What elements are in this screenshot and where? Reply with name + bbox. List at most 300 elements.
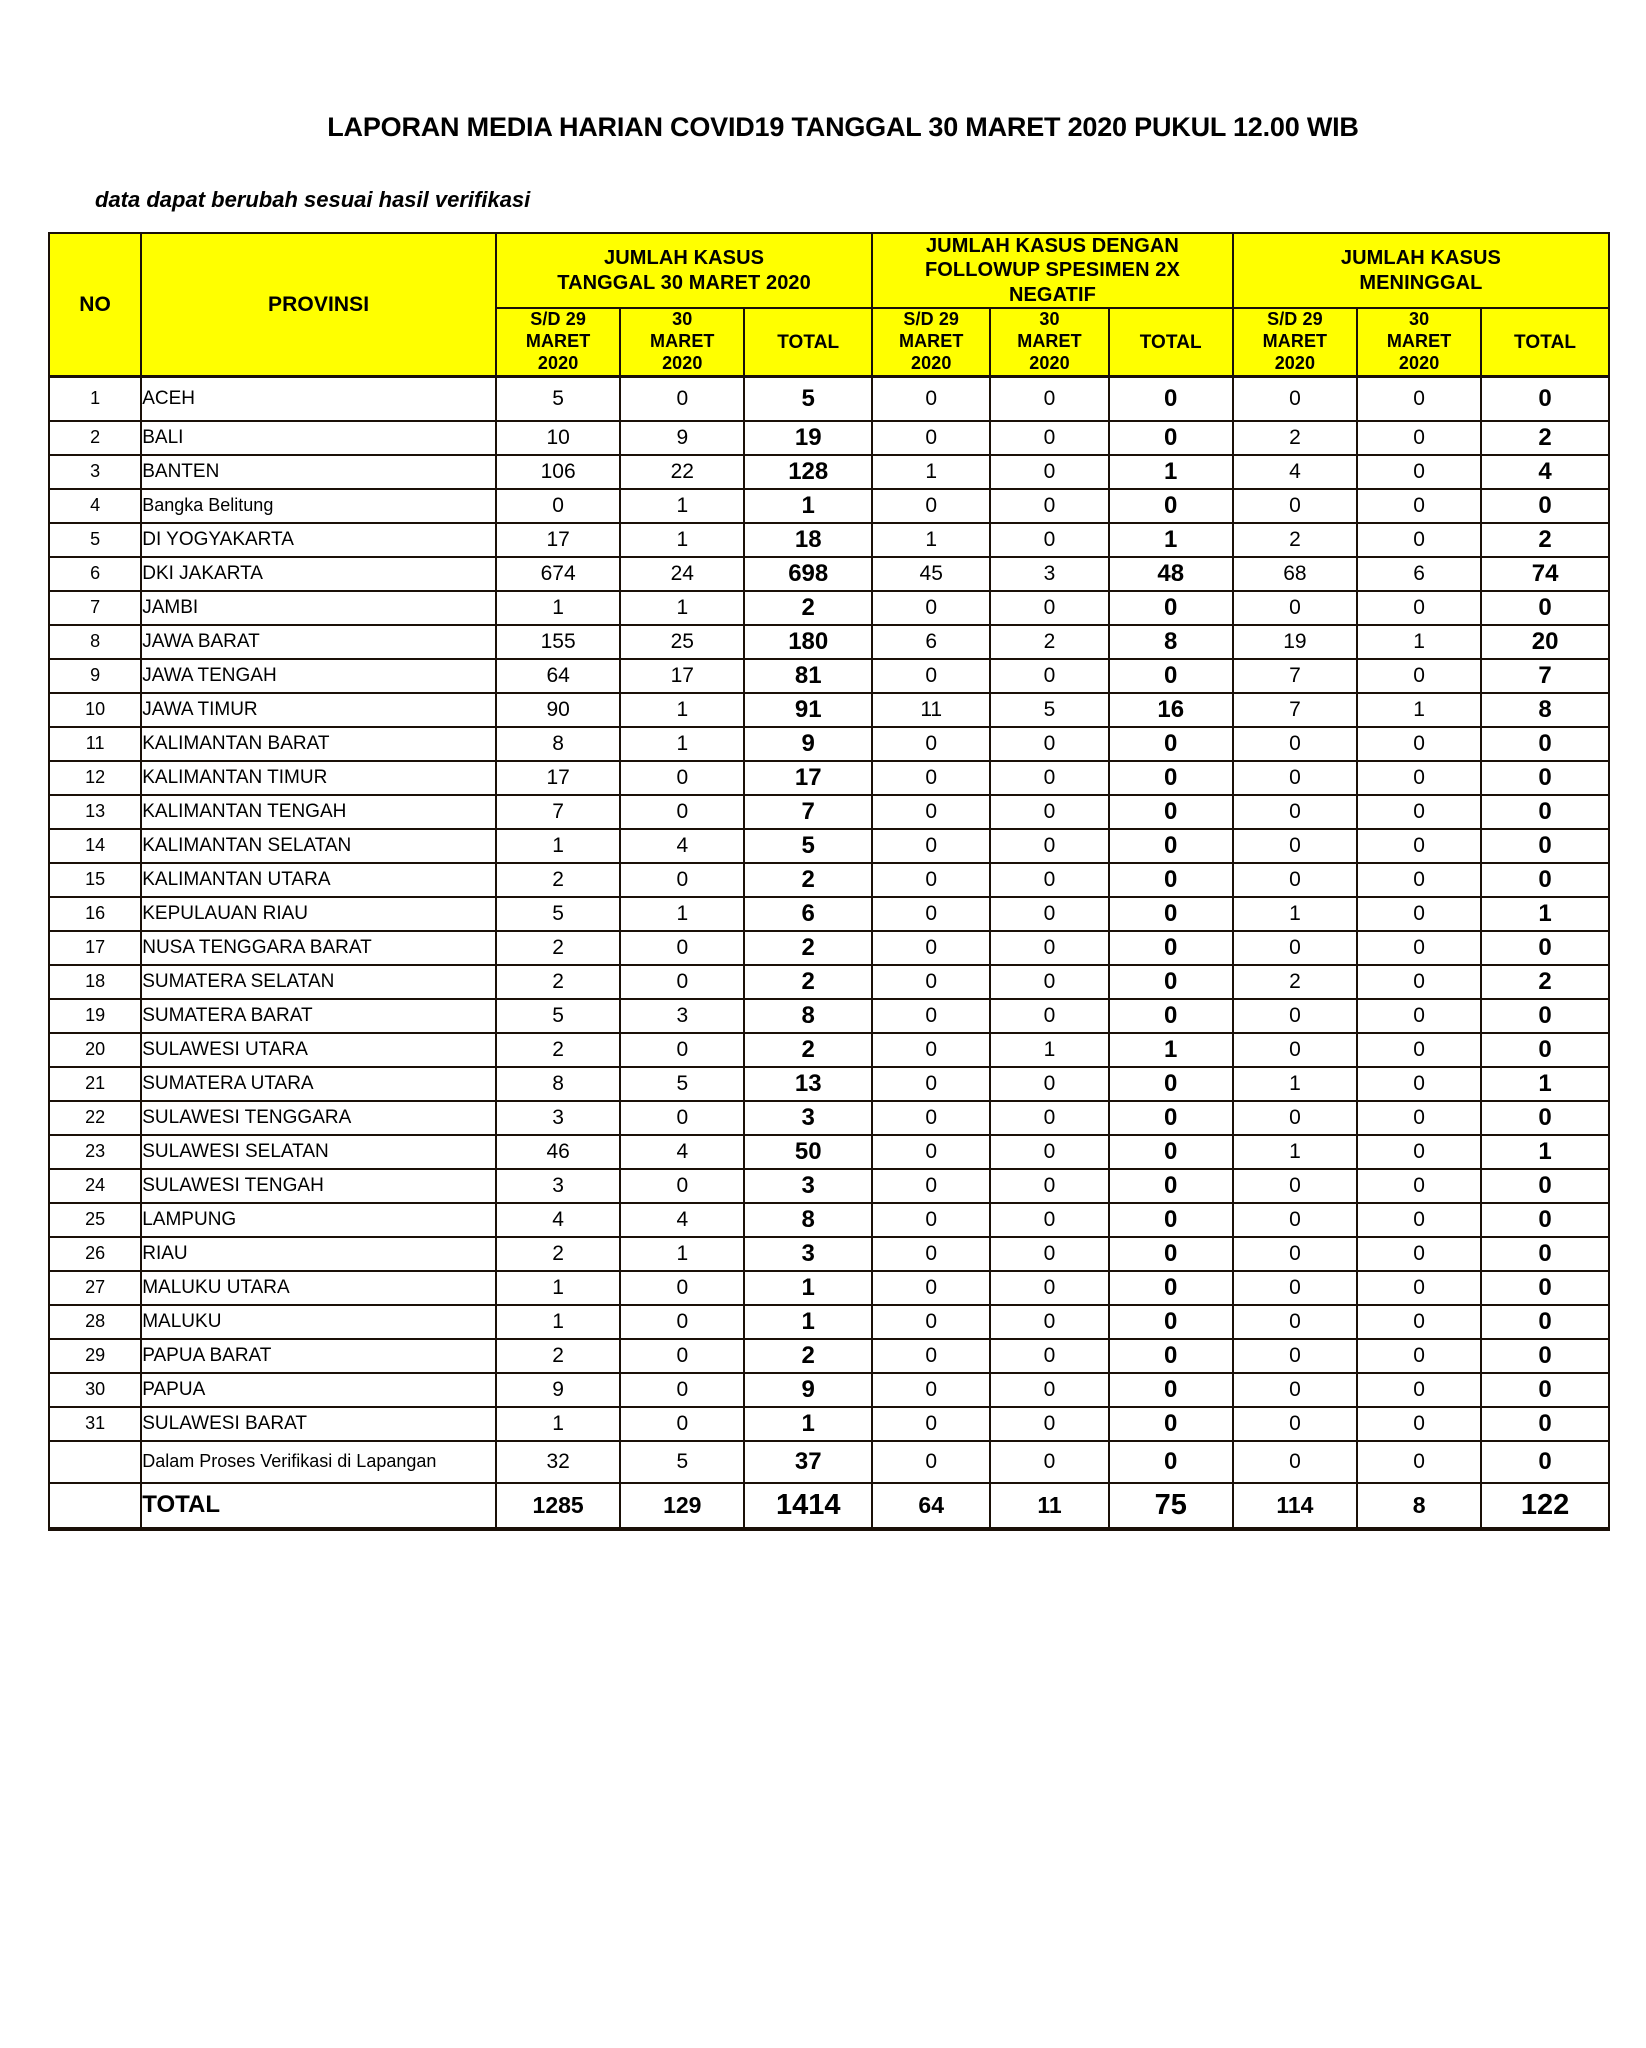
- cell-followup-sd29: 0: [872, 829, 990, 863]
- cell-provinsi: MALUKU: [141, 1305, 496, 1339]
- cell-meninggal-total: 0: [1481, 489, 1609, 523]
- group-followup-line3: NEGATIF: [1008, 283, 1096, 306]
- table-row: [49, 1271, 1609, 1305]
- cell-kasus-sd29: 2: [496, 1339, 620, 1373]
- cell-provinsi: PAPUA: [141, 1373, 496, 1407]
- cell-kasus-sd29: 2: [496, 863, 620, 897]
- sub-sd-line1: S/D 29: [530, 309, 586, 330]
- cell-followup-total: 0: [1109, 1373, 1233, 1407]
- cell-followup-total: 0: [1109, 999, 1233, 1033]
- cell-meninggal-total: 1: [1481, 1135, 1609, 1169]
- cell-followup-30: 0: [990, 795, 1108, 829]
- col-header-kasus-total: TOTAL: [744, 308, 872, 376]
- cell-meninggal-30: 0: [1357, 829, 1481, 863]
- cell-kasus-sd29: 8: [496, 1067, 620, 1101]
- cell-meninggal-total: 0: [1481, 999, 1609, 1033]
- cell-meninggal-total: 0: [1481, 1339, 1609, 1373]
- cell-provinsi: JAMBI: [141, 591, 496, 625]
- cell-kasus-total: 9: [744, 1373, 872, 1407]
- cell-meninggal-sd29: 0: [1233, 1339, 1357, 1373]
- cell-followup-total: 48: [1109, 557, 1233, 591]
- cell-kasus-total: 19: [744, 421, 872, 455]
- cell-meninggal-sd29: 19: [1233, 625, 1357, 659]
- col-header-kasus-sd29: [496, 308, 620, 376]
- cell-kasus-total: 17: [744, 761, 872, 795]
- cell-followup-total: 0: [1109, 863, 1233, 897]
- cell-followup-30: 0: [990, 523, 1108, 557]
- cell-no: 16: [49, 897, 141, 931]
- cell-followup-sd29: 0: [872, 1135, 990, 1169]
- cell-meninggal-30: 0: [1357, 523, 1481, 557]
- cell-kasus-total: 128: [744, 455, 872, 489]
- table-row: [49, 1203, 1609, 1237]
- cell-followup-sd29: 0: [872, 931, 990, 965]
- cell-no: 3: [49, 455, 141, 489]
- cell-meninggal-sd29: 0: [1233, 863, 1357, 897]
- cell-kasus-sd29: 5: [496, 999, 620, 1033]
- cell-kasus-total: 1: [744, 489, 872, 523]
- cell-no: 7: [49, 591, 141, 625]
- cell-followup-sd29: 0: [872, 1373, 990, 1407]
- cell-provinsi: SUMATERA BARAT: [141, 999, 496, 1033]
- cell-followup-sd29: 0: [872, 1441, 990, 1483]
- cell-no: 30: [49, 1373, 141, 1407]
- cell-followup-total: 0: [1109, 1101, 1233, 1135]
- cell-no: 8: [49, 625, 141, 659]
- cell-provinsi: KALIMANTAN UTARA: [141, 863, 496, 897]
- cell-followup-sd29: 0: [872, 965, 990, 999]
- cell-followup-total: 0: [1109, 1067, 1233, 1101]
- cell-kasus-total: 13: [744, 1067, 872, 1101]
- cell-provinsi: SULAWESI BARAT: [141, 1407, 496, 1441]
- cell-provinsi: MALUKU UTARA: [141, 1271, 496, 1305]
- cell-kasus-total: 81: [744, 659, 872, 693]
- cell-meninggal-sd29: 7: [1233, 693, 1357, 727]
- cell-meninggal-30: 0: [1357, 727, 1481, 761]
- table-row: [49, 455, 1609, 489]
- table-row: [49, 1033, 1609, 1067]
- cell-kasus-total: 180: [744, 625, 872, 659]
- covid-case-table: [48, 232, 1610, 1531]
- cell-meninggal-sd29: 2: [1233, 965, 1357, 999]
- cell-followup-sd29: 0: [872, 897, 990, 931]
- cell-meninggal-total: 0: [1481, 1305, 1609, 1339]
- cell-kasus-30: 0: [620, 931, 744, 965]
- sub-sd-line3: 2020: [1274, 353, 1316, 374]
- cell-kasus-sd29: 2: [496, 931, 620, 965]
- cell-followup-total: 0: [1109, 1305, 1233, 1339]
- cell-kasus-total: 2: [744, 965, 872, 999]
- table-row: [49, 693, 1609, 727]
- cell-meninggal-30: 0: [1357, 1067, 1481, 1101]
- cell-meninggal-30: 0: [1357, 1033, 1481, 1067]
- cell-provinsi: KALIMANTAN TENGAH: [141, 795, 496, 829]
- table-row: [49, 863, 1609, 897]
- cell-no: 29: [49, 1339, 141, 1373]
- cell-provinsi: SULAWESI TENGGARA: [141, 1101, 496, 1135]
- cell-followup-30: 0: [990, 659, 1108, 693]
- col-header-meninggal-total: TOTAL: [1481, 308, 1609, 376]
- cell-followup-total: 0: [1109, 1339, 1233, 1373]
- cell-meninggal-30: 0: [1357, 591, 1481, 625]
- cell-kasus-30: 5: [620, 1441, 744, 1483]
- cell-meninggal-sd29: 0: [1233, 1237, 1357, 1271]
- cell-meninggal-30: 1: [1357, 693, 1481, 727]
- cell-kasus-sd29: 1: [496, 829, 620, 863]
- cell-no: 4: [49, 489, 141, 523]
- group-kasus-line1: JUMLAH KASUS: [604, 247, 765, 270]
- cell-followup-total: 0: [1109, 377, 1233, 421]
- cell-meninggal-total: 0: [1481, 1101, 1609, 1135]
- cell-meninggal-30: 0: [1357, 1237, 1481, 1271]
- col-group-jumlah-kasus: [496, 233, 872, 308]
- cell-followup-total: 0: [1109, 1203, 1233, 1237]
- cell-kasus-sd29: 7: [496, 795, 620, 829]
- cell-meninggal-total: 0: [1481, 795, 1609, 829]
- table-row: [49, 1373, 1609, 1407]
- cell-followup-total: 75: [1109, 1483, 1233, 1529]
- cell-meninggal-30: 0: [1357, 1203, 1481, 1237]
- group-meninggal-line1: JUMLAH KASUS: [1340, 247, 1501, 270]
- cell-meninggal-total: 74: [1481, 557, 1609, 591]
- cell-meninggal-sd29: 0: [1233, 1203, 1357, 1237]
- cell-meninggal-total: 0: [1481, 761, 1609, 795]
- cell-kasus-total: 37: [744, 1441, 872, 1483]
- cell-followup-total: 0: [1109, 931, 1233, 965]
- cell-followup-sd29: 0: [872, 591, 990, 625]
- table-row: [49, 965, 1609, 999]
- cell-meninggal-total: 0: [1481, 1407, 1609, 1441]
- cell-meninggal-30: 0: [1357, 1339, 1481, 1373]
- cell-kasus-30: 1: [620, 693, 744, 727]
- cell-meninggal-sd29: 0: [1233, 489, 1357, 523]
- cell-followup-sd29: 0: [872, 761, 990, 795]
- cell-kasus-sd29: 8: [496, 727, 620, 761]
- cell-followup-total: 0: [1109, 897, 1233, 931]
- cell-followup-total: 0: [1109, 761, 1233, 795]
- cell-followup-30: 0: [990, 1339, 1108, 1373]
- cell-meninggal-30: 1: [1357, 625, 1481, 659]
- table-row: [49, 591, 1609, 625]
- cell-meninggal-30: 0: [1357, 999, 1481, 1033]
- cell-provinsi: KEPULAUAN RIAU: [141, 897, 496, 931]
- table-row: [49, 1407, 1609, 1441]
- cell-followup-total: 0: [1109, 591, 1233, 625]
- cell-kasus-30: 1: [620, 489, 744, 523]
- cell-meninggal-total: 0: [1481, 1169, 1609, 1203]
- cell-followup-30: 3: [990, 557, 1108, 591]
- cell-meninggal-sd29: 0: [1233, 1169, 1357, 1203]
- cell-meninggal-total: 2: [1481, 421, 1609, 455]
- cell-meninggal-30: 0: [1357, 1373, 1481, 1407]
- cell-followup-30: 0: [990, 455, 1108, 489]
- cell-meninggal-sd29: 7: [1233, 659, 1357, 693]
- cell-no: 14: [49, 829, 141, 863]
- cell-kasus-total: 9: [744, 727, 872, 761]
- cell-followup-total: 0: [1109, 965, 1233, 999]
- sub-30-line3: 2020: [1398, 353, 1440, 374]
- cell-meninggal-sd29: 0: [1233, 727, 1357, 761]
- cell-kasus-30: 0: [620, 1271, 744, 1305]
- cell-followup-30: 0: [990, 863, 1108, 897]
- cell-meninggal-30: 0: [1357, 965, 1481, 999]
- cell-followup-30: 0: [990, 1067, 1108, 1101]
- cell-kasus-total: 18: [744, 523, 872, 557]
- cell-kasus-sd29: 90: [496, 693, 620, 727]
- cell-meninggal-30: 0: [1357, 1441, 1481, 1483]
- sub-30-line1: 30: [1039, 309, 1060, 330]
- cell-meninggal-sd29: 0: [1233, 1441, 1357, 1483]
- cell-kasus-sd29: 46: [496, 1135, 620, 1169]
- cell-followup-total: 0: [1109, 795, 1233, 829]
- cell-followup-total: 0: [1109, 421, 1233, 455]
- cell-meninggal-total: 1: [1481, 897, 1609, 931]
- table-row: [49, 489, 1609, 523]
- cell-provinsi: JAWA TIMUR: [141, 693, 496, 727]
- cell-kasus-sd29: 3: [496, 1169, 620, 1203]
- group-followup-line2: FOLLOWUP SPESIMEN 2X: [924, 259, 1180, 282]
- cell-meninggal-sd29: 0: [1233, 1373, 1357, 1407]
- cell-followup-total: 0: [1109, 1441, 1233, 1483]
- cell-kasus-total: 91: [744, 693, 872, 727]
- sub-30-line2: MARET: [650, 331, 715, 352]
- cell-meninggal-sd29: 1: [1233, 897, 1357, 931]
- cell-kasus-sd29: 1285: [496, 1483, 620, 1529]
- cell-meninggal-sd29: 0: [1233, 829, 1357, 863]
- cell-meninggal-30: 0: [1357, 897, 1481, 931]
- cell-meninggal-30: 0: [1357, 1271, 1481, 1305]
- cell-followup-sd29: 1: [872, 523, 990, 557]
- cell-meninggal-sd29: 0: [1233, 931, 1357, 965]
- cell-provinsi: PAPUA BARAT: [141, 1339, 496, 1373]
- cell-followup-30: 2: [990, 625, 1108, 659]
- cell-meninggal-total: 0: [1481, 1373, 1609, 1407]
- cell-meninggal-30: 6: [1357, 557, 1481, 591]
- col-header-no: NO: [49, 233, 141, 377]
- table-row: [49, 1067, 1609, 1101]
- cell-kasus-30: 1: [620, 897, 744, 931]
- cell-followup-sd29: 0: [872, 377, 990, 421]
- col-header-kasus-30: [620, 308, 744, 376]
- col-group-meninggal: [1233, 233, 1609, 308]
- cell-kasus-total: 2: [744, 1033, 872, 1067]
- group-meninggal-line2: MENINGGAL: [1359, 271, 1483, 294]
- cell-provinsi: BANTEN: [141, 455, 496, 489]
- cell-followup-sd29: 1: [872, 455, 990, 489]
- table-row: [49, 897, 1609, 931]
- sub-sd-line1: S/D 29: [1267, 309, 1323, 330]
- cell-no: 12: [49, 761, 141, 795]
- cell-kasus-total: 8: [744, 999, 872, 1033]
- cell-provinsi: JAWA BARAT: [141, 625, 496, 659]
- cell-meninggal-30: 0: [1357, 1407, 1481, 1441]
- cell-kasus-total: 1: [744, 1407, 872, 1441]
- cell-no: 31: [49, 1407, 141, 1441]
- page-title: LAPORAN MEDIA HARIAN COVID19 TANGGAL 30 MARET 2020 PUKUL 12.00 WIB: [327, 112, 1359, 142]
- cell-meninggal-total: 0: [1481, 591, 1609, 625]
- cell-followup-30: 0: [990, 1441, 1108, 1483]
- cell-meninggal-sd29: 0: [1233, 1407, 1357, 1441]
- cell-no: 10: [49, 693, 141, 727]
- cell-followup-total: 0: [1109, 659, 1233, 693]
- cell-followup-30: 0: [990, 1237, 1108, 1271]
- cell-provinsi: Bangka Belitung: [141, 489, 496, 523]
- cell-followup-total: 0: [1109, 1237, 1233, 1271]
- col-header-provinsi: PROVINSI: [141, 233, 496, 377]
- sub-sd-line2: MARET: [1262, 331, 1328, 352]
- cell-kasus-30: 4: [620, 829, 744, 863]
- cell-provinsi: TOTAL: [141, 1483, 496, 1529]
- table-row: [49, 761, 1609, 795]
- cell-followup-30: 0: [990, 965, 1108, 999]
- cell-kasus-sd29: 1: [496, 591, 620, 625]
- cell-meninggal-sd29: 0: [1233, 1101, 1357, 1135]
- cell-followup-30: 0: [990, 1407, 1108, 1441]
- cell-kasus-sd29: 1: [496, 1407, 620, 1441]
- cell-meninggal-total: 20: [1481, 625, 1609, 659]
- cell-meninggal-total: 0: [1481, 931, 1609, 965]
- table-row: [49, 625, 1609, 659]
- sub-30-line1: 30: [1408, 309, 1430, 330]
- cell-kasus-30: 0: [620, 1169, 744, 1203]
- cell-provinsi: SULAWESI TENGAH: [141, 1169, 496, 1203]
- cell-followup-30: 0: [990, 761, 1108, 795]
- cell-meninggal-30: 0: [1357, 761, 1481, 795]
- cell-followup-30: 0: [990, 1373, 1108, 1407]
- cell-meninggal-total: 7: [1481, 659, 1609, 693]
- cell-kasus-sd29: 64: [496, 659, 620, 693]
- cell-followup-30: 0: [990, 727, 1108, 761]
- cell-provinsi: SUMATERA UTARA: [141, 1067, 496, 1101]
- cell-followup-sd29: 0: [872, 1101, 990, 1135]
- cell-meninggal-total: 4: [1481, 455, 1609, 489]
- cell-followup-total: 0: [1109, 1271, 1233, 1305]
- cell-no: 20: [49, 1033, 141, 1067]
- cell-meninggal-total: 0: [1481, 829, 1609, 863]
- cell-no: 27: [49, 1271, 141, 1305]
- cell-kasus-30: 0: [620, 1305, 744, 1339]
- cell-kasus-sd29: 4: [496, 1203, 620, 1237]
- cell-provinsi: SULAWESI UTARA: [141, 1033, 496, 1067]
- cell-followup-30: 0: [990, 1169, 1108, 1203]
- cell-kasus-30: 22: [620, 455, 744, 489]
- col-header-meninggal-30: [1357, 308, 1481, 376]
- cell-kasus-30: 3: [620, 999, 744, 1033]
- cell-kasus-sd29: 674: [496, 557, 620, 591]
- cell-kasus-sd29: 5: [496, 377, 620, 421]
- cell-followup-30: 0: [990, 999, 1108, 1033]
- cell-kasus-total: 3: [744, 1101, 872, 1135]
- cell-followup-30: 0: [990, 1135, 1108, 1169]
- table-row: [49, 931, 1609, 965]
- cell-kasus-30: 1: [620, 727, 744, 761]
- cell-meninggal-total: 1: [1481, 1067, 1609, 1101]
- cell-kasus-30: 0: [620, 1373, 744, 1407]
- cell-kasus-total: 2: [744, 863, 872, 897]
- cell-no: 5: [49, 523, 141, 557]
- cell-kasus-sd29: 10: [496, 421, 620, 455]
- cell-meninggal-sd29: 0: [1233, 377, 1357, 421]
- cell-meninggal-30: 0: [1357, 1101, 1481, 1135]
- cell-followup-30: 0: [990, 1203, 1108, 1237]
- cell-followup-30: 0: [990, 421, 1108, 455]
- cell-meninggal-sd29: 0: [1233, 795, 1357, 829]
- cell-followup-30: 0: [990, 829, 1108, 863]
- cell-provinsi: NUSA TENGGARA BARAT: [141, 931, 496, 965]
- cell-no: [49, 1483, 141, 1529]
- cell-kasus-30: 129: [620, 1483, 744, 1529]
- cell-provinsi: JAWA TENGAH: [141, 659, 496, 693]
- cell-followup-total: 0: [1109, 1169, 1233, 1203]
- cell-followup-total: 0: [1109, 1135, 1233, 1169]
- sub-30-line2: MARET: [1017, 331, 1082, 352]
- cell-followup-30: 0: [990, 1101, 1108, 1135]
- table-row: [49, 421, 1609, 455]
- cell-followup-sd29: 0: [872, 1271, 990, 1305]
- group-kasus-line2: TANGGAL 30 MARET 2020: [557, 271, 811, 294]
- cell-meninggal-total: 0: [1481, 1441, 1609, 1483]
- cell-no: 18: [49, 965, 141, 999]
- cell-kasus-30: 0: [620, 795, 744, 829]
- table-row: [49, 727, 1609, 761]
- cell-kasus-total: 698: [744, 557, 872, 591]
- col-header-meninggal-sd29: [1233, 308, 1357, 376]
- cell-kasus-total: 6: [744, 897, 872, 931]
- cell-kasus-total: 5: [744, 377, 872, 421]
- cell-kasus-30: 17: [620, 659, 744, 693]
- cell-followup-30: 0: [990, 1305, 1108, 1339]
- cell-followup-sd29: 11: [872, 693, 990, 727]
- cell-followup-sd29: 64: [872, 1483, 990, 1529]
- col-header-followup-30: [990, 308, 1108, 376]
- cell-followup-sd29: 0: [872, 1339, 990, 1373]
- cell-kasus-30: 24: [620, 557, 744, 591]
- table-row: [49, 1339, 1609, 1373]
- cell-no: 6: [49, 557, 141, 591]
- cell-provinsi: SULAWESI SELATAN: [141, 1135, 496, 1169]
- cell-meninggal-total: 122: [1481, 1483, 1609, 1529]
- cell-kasus-sd29: 106: [496, 455, 620, 489]
- cell-kasus-30: 1: [620, 1237, 744, 1271]
- col-group-followup-negatif: [872, 233, 1233, 308]
- page-subtitle: data dapat berubah sesuai hasil verifikasi: [95, 187, 531, 212]
- cell-meninggal-sd29: 0: [1233, 1271, 1357, 1305]
- table-total-row: [49, 1483, 1609, 1529]
- cell-meninggal-sd29: 1: [1233, 1067, 1357, 1101]
- cell-meninggal-total: 2: [1481, 523, 1609, 557]
- sub-30-line2: MARET: [1386, 331, 1452, 352]
- cell-provinsi: LAMPUNG: [141, 1203, 496, 1237]
- cell-provinsi: DKI JAKARTA: [141, 557, 496, 591]
- cell-meninggal-30: 0: [1357, 377, 1481, 421]
- table-row: [49, 523, 1609, 557]
- cell-followup-30: 5: [990, 693, 1108, 727]
- cell-kasus-total: 5: [744, 829, 872, 863]
- cell-meninggal-30: 0: [1357, 659, 1481, 693]
- cell-kasus-sd29: 2: [496, 1033, 620, 1067]
- cell-no: 21: [49, 1067, 141, 1101]
- cell-kasus-sd29: 1: [496, 1271, 620, 1305]
- cell-meninggal-30: 0: [1357, 455, 1481, 489]
- cell-kasus-total: 2: [744, 931, 872, 965]
- cell-meninggal-total: 8: [1481, 693, 1609, 727]
- cell-meninggal-sd29: 0: [1233, 1033, 1357, 1067]
- cell-no: 25: [49, 1203, 141, 1237]
- cell-provinsi: KALIMANTAN TIMUR: [141, 761, 496, 795]
- cell-kasus-sd29: 155: [496, 625, 620, 659]
- cell-meninggal-sd29: 1: [1233, 1135, 1357, 1169]
- cell-followup-sd29: 0: [872, 1169, 990, 1203]
